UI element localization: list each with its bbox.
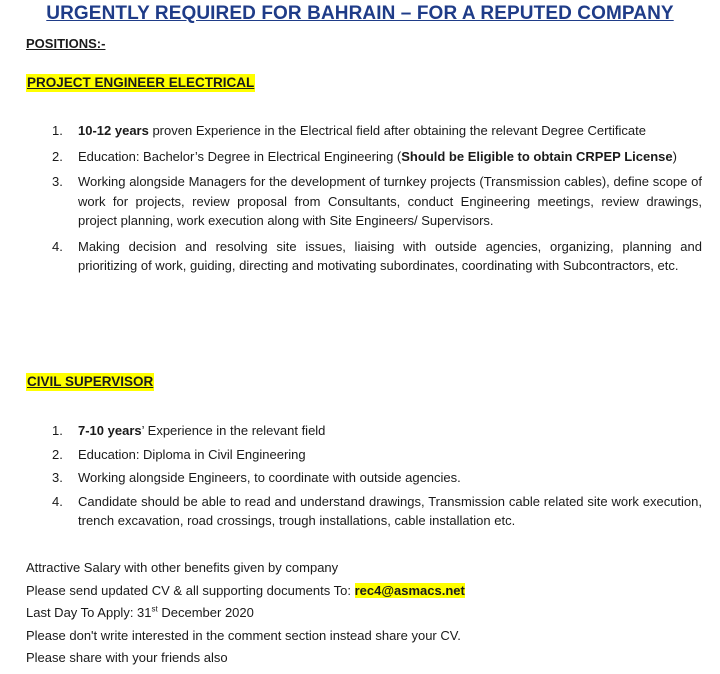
positions-label: POSITIONS:- bbox=[26, 36, 106, 51]
experience-years: 7-10 years bbox=[78, 423, 142, 438]
list-number: 3. bbox=[52, 174, 63, 189]
list-item bbox=[0, 421, 720, 441]
list-number: 2. bbox=[52, 446, 63, 462]
list-item bbox=[0, 492, 720, 531]
send-cv-text: Please send updated CV & all supporting documents To: bbox=[26, 582, 355, 598]
list-item bbox=[0, 121, 720, 141]
list-item-text: Making decision and resolving site issues, liaising with outside agencies, organizing, planning and prioritizing of work, guiding, directing and motivating subordinates, coordinating with Subcontractors, etc. bbox=[78, 238, 702, 273]
list-number: 1. bbox=[52, 123, 63, 138]
last-day-text: Last Day To Apply: 31 bbox=[26, 605, 152, 620]
list-item-text: Working alongside Engineers, to coordinate with outside agencies. bbox=[78, 470, 461, 485]
list-number: 4. bbox=[52, 238, 63, 254]
last-day-month-year: December 2020 bbox=[157, 605, 254, 620]
list-item-text: Education: Diploma in Civil Engineering bbox=[78, 446, 306, 462]
last-day-line bbox=[26, 602, 465, 625]
footer-info bbox=[26, 557, 465, 670]
list-item bbox=[0, 237, 720, 276]
date-ordinal-suffix: st bbox=[151, 604, 158, 614]
electrical-requirements-list bbox=[0, 121, 720, 276]
civil-requirements-list bbox=[0, 421, 720, 531]
email-link[interactable]: rec4@asmacs.net bbox=[354, 582, 465, 598]
experience-years: 10-12 years bbox=[78, 123, 149, 138]
list-item bbox=[0, 147, 720, 167]
list-item bbox=[0, 445, 720, 465]
list-number: 3. bbox=[52, 470, 63, 485]
list-item-text: Education: Bachelor’s Degree in Electrical Engineering ( bbox=[78, 148, 402, 164]
list-item-text: ’ Experience in the relevant field bbox=[141, 423, 326, 438]
list-item-text: Candidate should be able to read and understand drawings, Transmission cable related site work execution, trench excavation, road crossings, trough installations, cable installation etc. bbox=[78, 493, 702, 528]
share-line: Please share with your friends also bbox=[26, 650, 228, 665]
list-number: 4. bbox=[52, 493, 63, 509]
send-cv-line bbox=[26, 580, 465, 603]
list-item-text: Working alongside Managers for the development of turnkey projects (Transmission cables), define scope of work for projects, review proposal from Consultants, conduct Engineering meetings, review drawings, project planning, work execution along with Site Engineers/ Supervisors. bbox=[78, 174, 702, 228]
page-title: URGENTLY REQUIRED FOR BAHRAIN – FOR A REPUTED COMPANY bbox=[46, 3, 674, 24]
list-item-text: proven Experience in the Electrical field after obtaining the relevant Degree Certificate bbox=[148, 123, 647, 138]
list-number: 1. bbox=[52, 423, 63, 438]
list-item-text-end: ) bbox=[672, 148, 677, 164]
list-item bbox=[0, 468, 720, 488]
list-number: 2. bbox=[52, 148, 63, 164]
license-requirement: Should be Eligible to obtain CRPEP License bbox=[401, 148, 673, 164]
section-heading-electrical: PROJECT ENGINEER ELECTRICAL bbox=[27, 75, 255, 90]
no-comment-line: Please don't write interested in the comment section instead share your CV. bbox=[26, 627, 461, 643]
salary-line: Attractive Salary with other benefits given by company bbox=[26, 560, 339, 575]
list-item bbox=[0, 172, 720, 231]
section-heading-civil: CIVIL SUPERVISOR bbox=[27, 374, 154, 389]
